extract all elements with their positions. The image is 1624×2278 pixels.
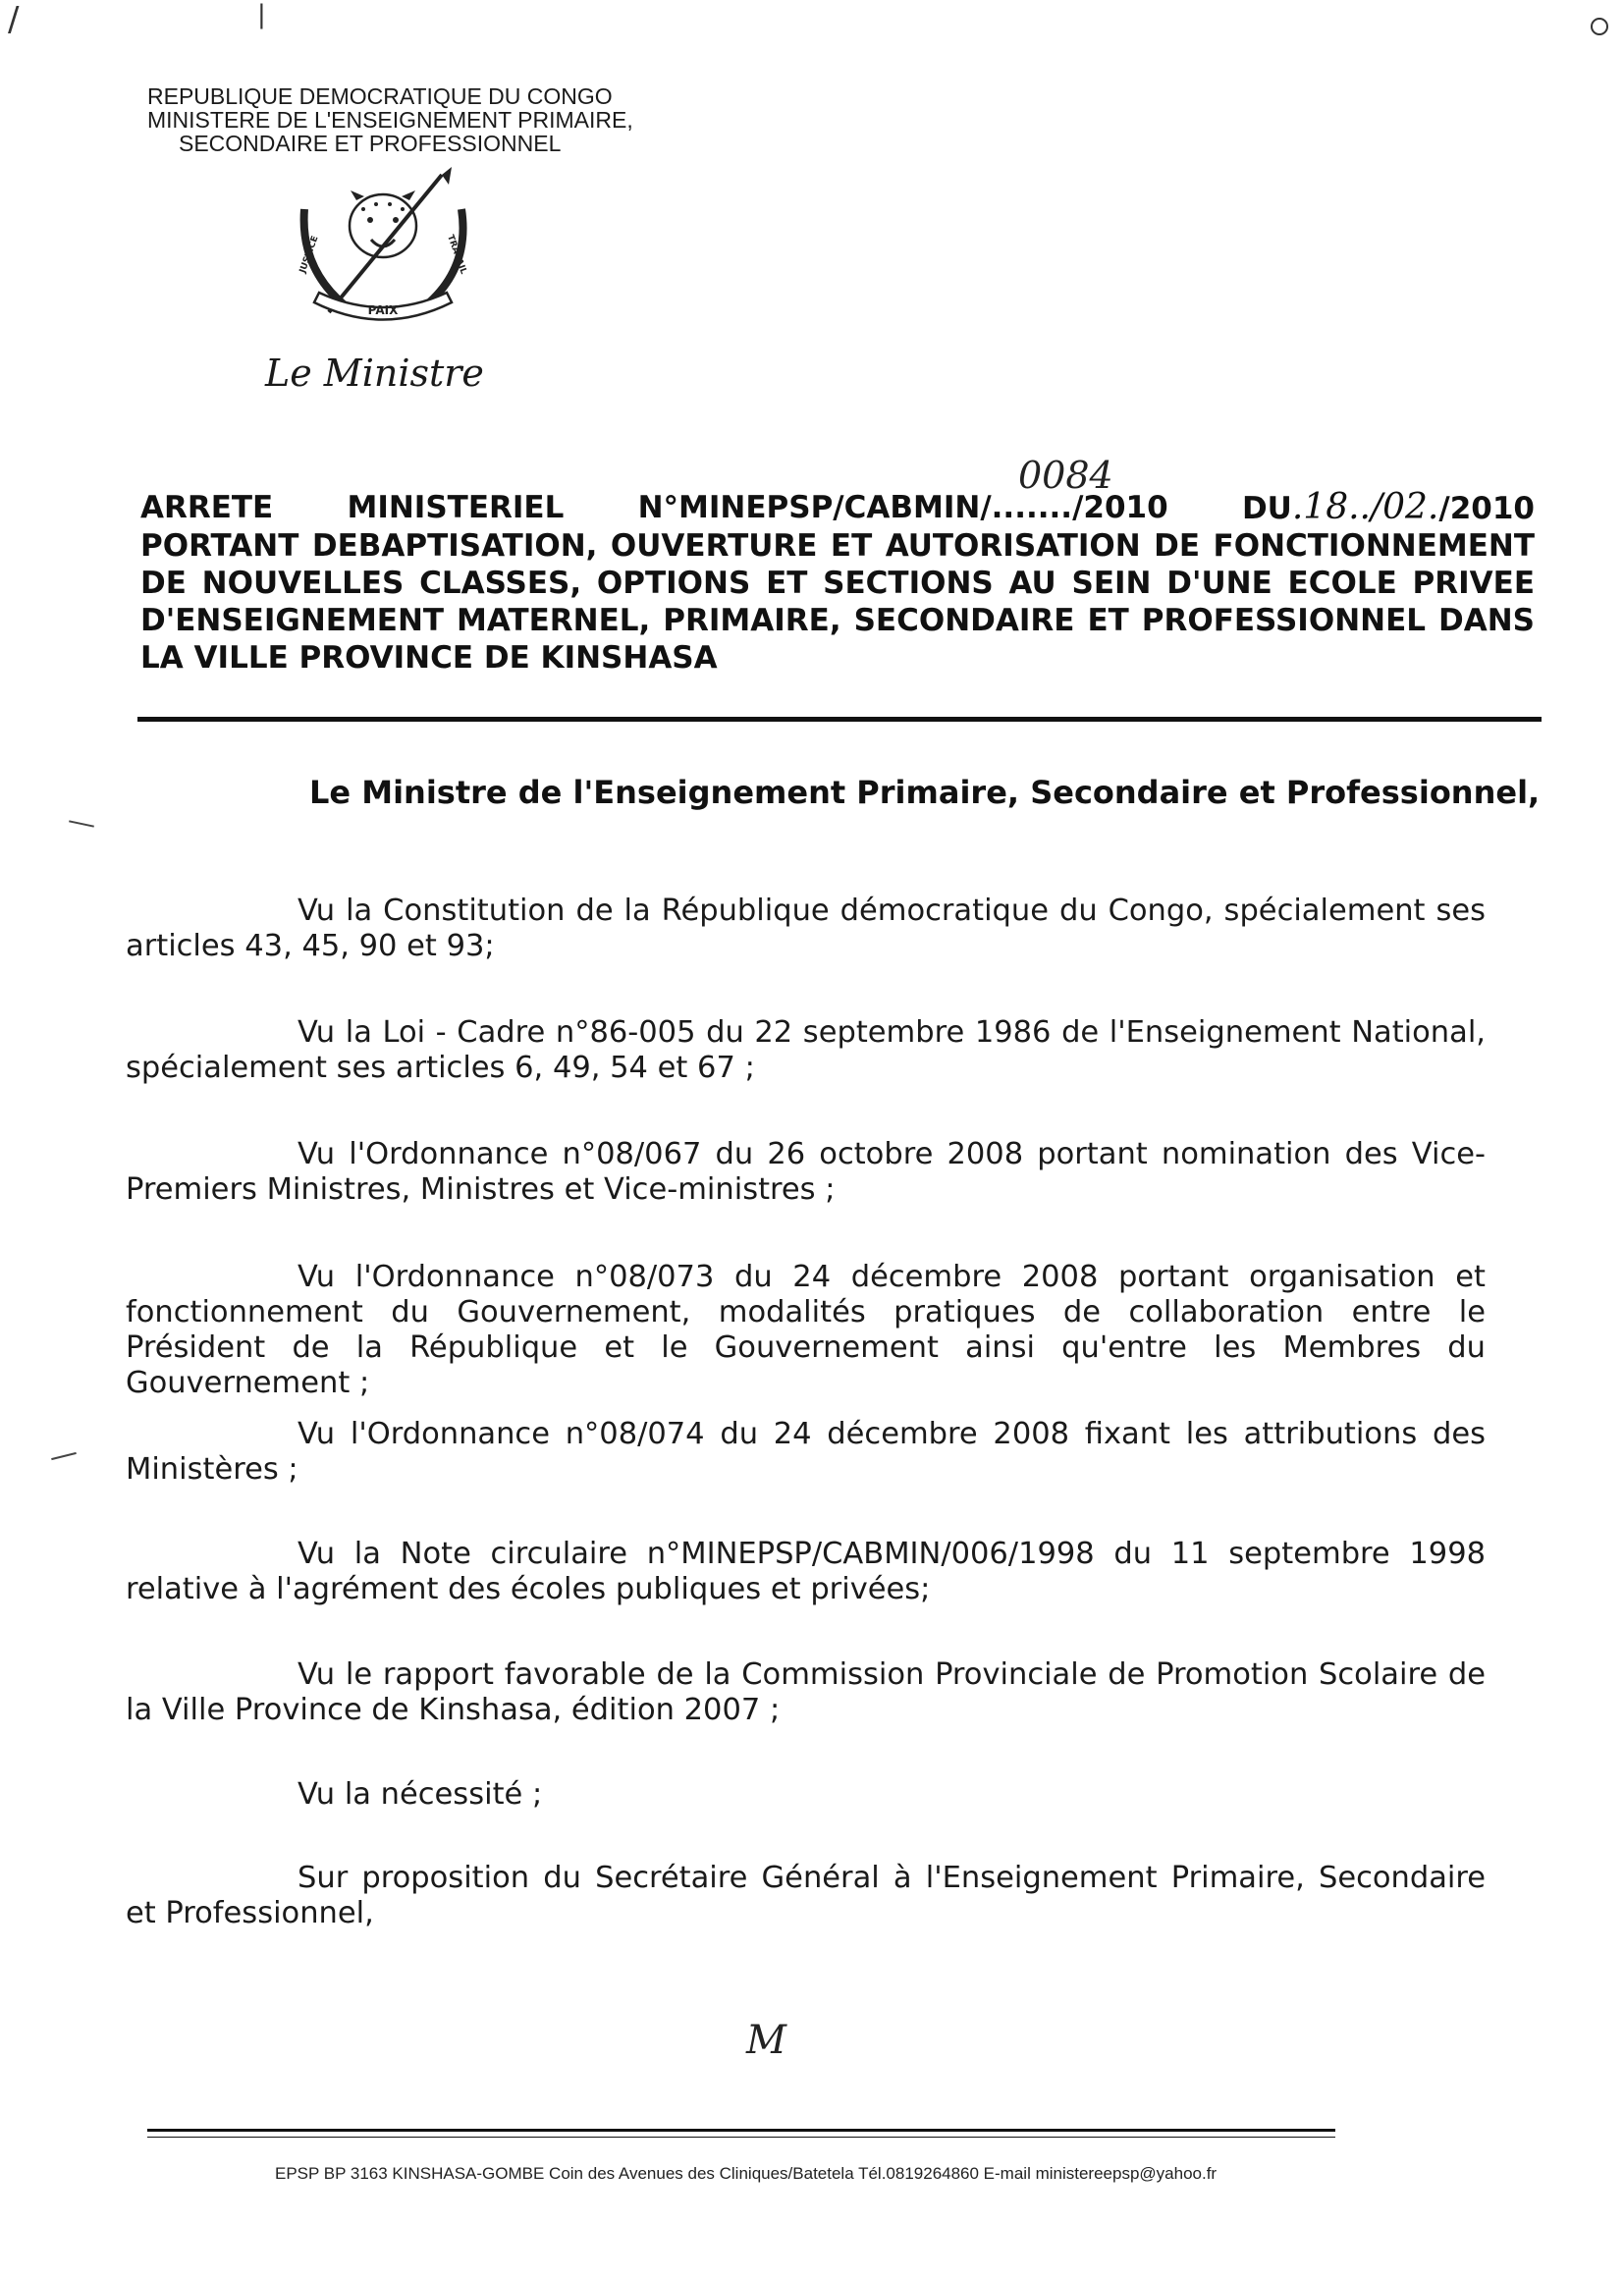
heading-divider — [137, 717, 1542, 722]
considerant-3: Vu l'Ordonnance n°08/067 du 26 octobre 2008 portant nomination des Vice-Premiers Ministres, Ministres et Vice-ministres ; — [126, 1137, 1486, 1207]
scan-mark-top-left: / — [8, 0, 20, 39]
considerant-1: Vu la Constitution de la République démocratique du Congo, spécialement ses articles 43, 45, 90 et 93; — [126, 894, 1486, 963]
preamble: Le Ministre de l'Enseignement Primaire, Secondaire et Professionnel, — [309, 774, 1541, 811]
footer-divider — [147, 2129, 1335, 2132]
handwritten-date: .18../02. — [1291, 487, 1439, 527]
scan-mark-top-right — [1591, 18, 1608, 35]
scan-mark-left-1 — [69, 820, 94, 827]
emblem-motto-left: JUSTICE — [298, 235, 321, 275]
considerant-2: Vu la Loi - Cadre n°86-005 du 22 septembre 1986 de l'Enseignement National, spécialement ses articles 6, 49, 54 et 67 ; — [126, 1015, 1486, 1085]
considerant-6: Vu la Note circulaire n°MINEPSP/CABMIN/006/1998 du 11 septembre 1998 relative à l'agrément des écoles publiques et privées; — [126, 1537, 1486, 1606]
scan-mark-top: | — [257, 0, 266, 29]
arrete-date: DU.18../02./2010 — [1241, 487, 1535, 527]
emblem-motto-right: TRAVAIL — [445, 233, 468, 276]
arrete-word: ARRETE — [140, 490, 274, 525]
letterhead-country: REPUBLIQUE DEMOCRATIQUE DU CONGO — [147, 83, 613, 109]
arrete-title: PORTANT DEBAPTISATION, OUVERTURE ET AUTORISATION DE FONCTIONNEMENT DE NOUVELLES CLASSES, OPTIONS ET SECTIONS AU SEIN D'UNE ECOLE PRIVEE D'ENSEIGNEMENT MATERNEL, PRIMAIRE, SECONDAIRE ET PROFESSIONNEL DANS LA VILLE PROVINCE DE KINSHASA — [140, 528, 1535, 676]
considerant-8: Vu la nécessité ; — [298, 1777, 543, 1812]
minister-title: Le Ministre — [265, 352, 484, 395]
letterhead-ministry-cont: SECONDAIRE ET PROFESSIONNEL — [179, 131, 562, 156]
letterhead — [147, 84, 697, 155]
arrete-number: N°MINEPSP/CABMIN/......./2010 — [637, 490, 1168, 525]
ministeriel-word: MINISTERIEL — [347, 490, 565, 525]
footer-address: EPSP BP 3163 KINSHASA-GOMBE Coin des Avenues des Cliniques/Batetela Tél.0819264860 E-mail ministereepsp@yahoo.fr — [275, 2164, 1218, 2183]
emblem-motto: PAIX — [367, 303, 399, 317]
considerant-9: Sur proposition du Secrétaire Général à l'Enseignement Primaire, Secondaire et Professionnel, — [126, 1861, 1486, 1930]
considerant-7: Vu le rapport favorable de la Commission Provinciale de Promotion Scolaire de la Ville Province de Kinshasa, édition 2007 ; — [126, 1657, 1486, 1727]
footer-divider-thin — [147, 2137, 1335, 2138]
considerant-5: Vu l'Ordonnance n°08/074 du 24 décembre 2008 fixant les attributions des Ministères ; — [126, 1417, 1486, 1487]
arrete-reference — [140, 489, 1535, 527]
arrete-heading — [140, 489, 1535, 677]
considerant-4: Vu l'Ordonnance n°08/073 du 24 décembre 2008 portant organisation et fonctionnement du Gouvernement, modalités pratiques de collaboration entre le Président de la République et le Gouvernement ainsi qu'entre les Membres du Gouvernement ; — [126, 1260, 1486, 1400]
handwritten-number: 0084 — [1018, 454, 1113, 497]
letterhead-ministry: MINISTERE DE L'ENSEIGNEMENT PRIMAIRE, — [147, 107, 633, 133]
coat-of-arms-emblem — [260, 165, 506, 337]
handwritten-initials: M — [746, 2018, 786, 2063]
scan-mark-left-2 — [51, 1452, 77, 1460]
